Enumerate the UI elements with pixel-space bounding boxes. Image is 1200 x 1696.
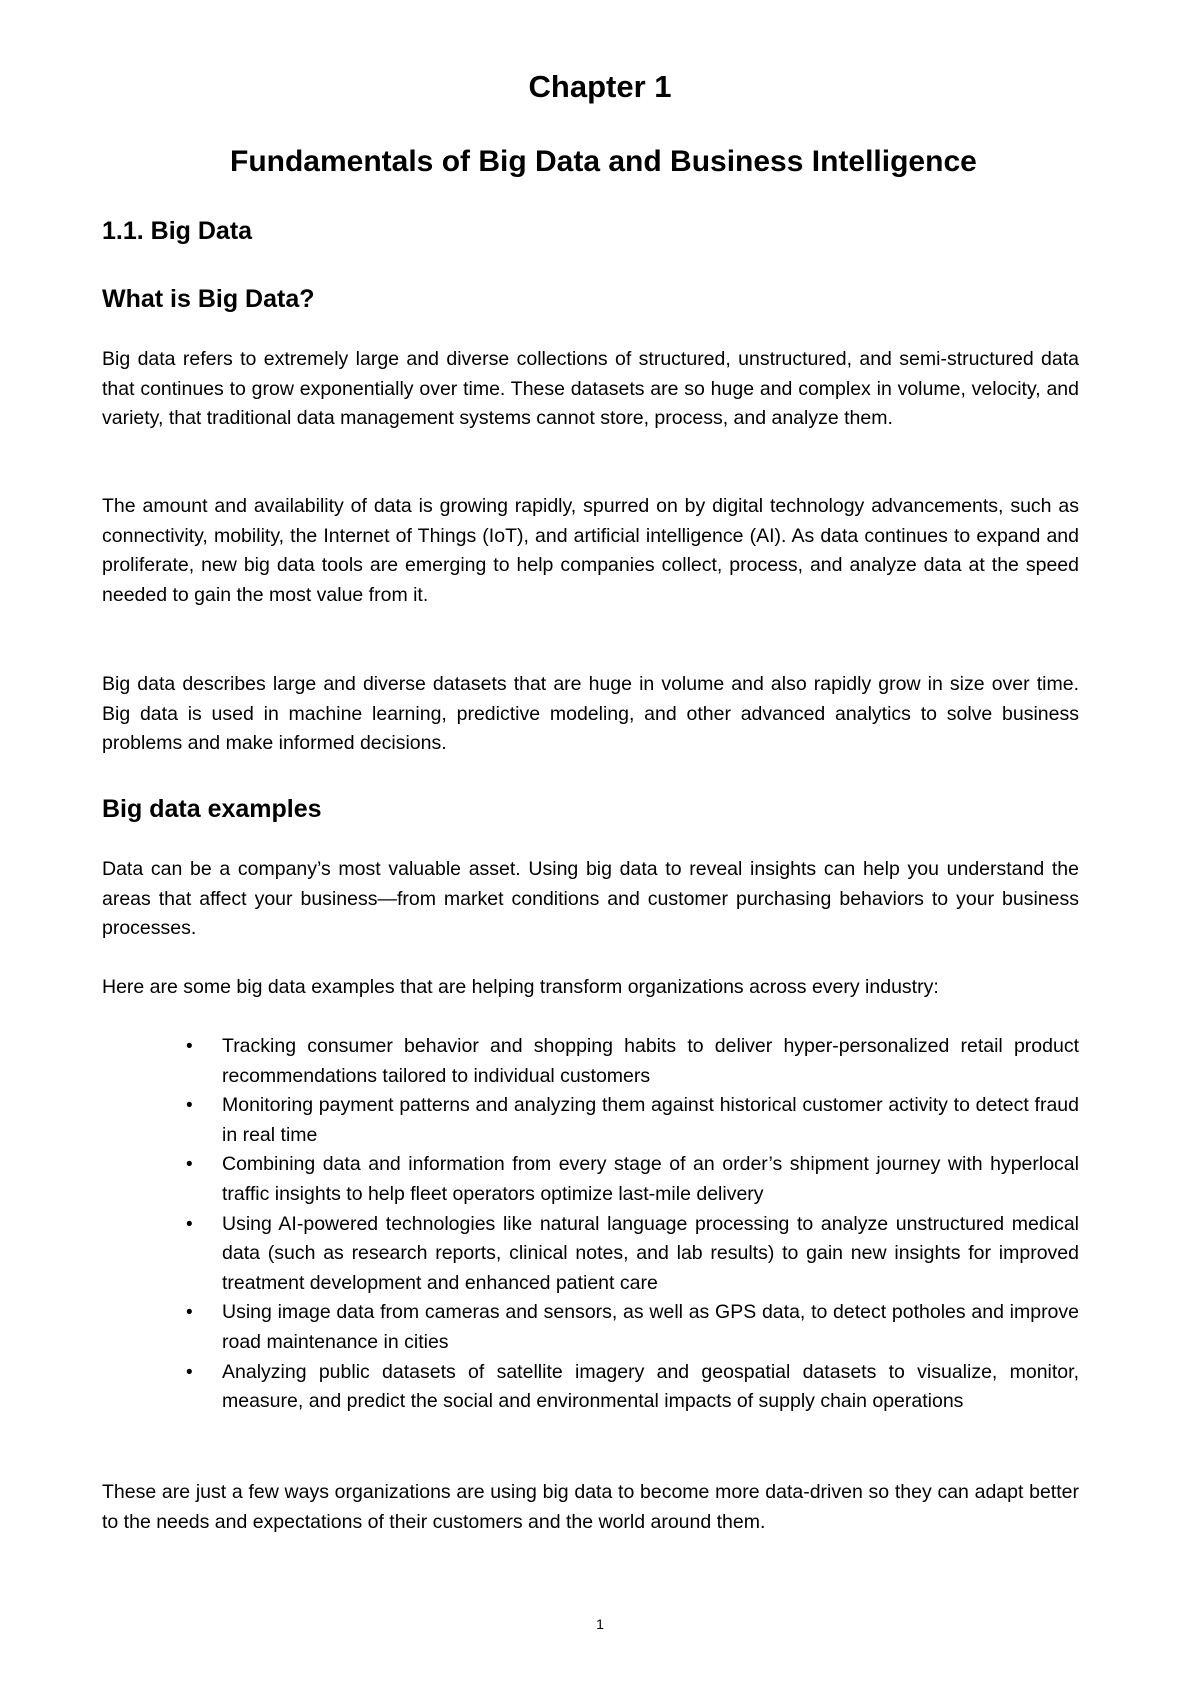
list-item [186,1032,1079,1091]
paragraph-closing: These are just a few ways organizations are using big data to become more data-driven so they can adapt better to the needs and expectations of their customers and the world around them. [102,1481,1079,1533]
bullet-icon: • [186,1036,193,1057]
paragraph-definition: Big data refers to extremely large and diverse collections of structured, unstructured, and semi-structured data that continues to grow exponentially over time. These datasets are so huge and complex in volume, velocity, and variety, that traditional data management systems cannot store, process, and analyze them. [102,348,1079,430]
list-item [186,1091,1079,1150]
subheading-what-is-big-data: What is Big Data? [102,285,315,313]
paragraph-description: Big data describes large and diverse datasets that are huge in volume and also rapidly grow in size over time. Big data is used in machine learning, predictive modeling, and other advanced analytics to solve business problems and make informed decisions. [102,673,1079,755]
paragraph-growth: The amount and availability of data is growing rapidly, spurred on by digital technology advancements, such as connectivity, mobility, the Internet of Things (IoT), and artificial intelligence (AI). As data continues to expand and proliferate, new big data tools are emerging to help companies collect, process, and analyze data at the speed needed to gain the most value from it. [102,495,1079,606]
bullet-icon: • [186,1154,193,1176]
list-item [186,1298,1079,1357]
list-item-text: Using AI-powered technologies like natural language processing to analyze unstructured medical data (such as research reports, clinical notes, and lab results) to gain new insights for improved treatment development and enhanced patient care [222,1212,1079,1294]
list-item-text: Monitoring payment patterns and analyzing them against historical customer activity to detect fraud in real time [222,1094,1079,1146]
list-item-text: Analyzing public datasets of satellite imagery and geospatial datasets to visualize, monitor, measure, and predict the social and environmental impacts of supply chain operations [222,1360,1079,1413]
list-item [186,1210,1079,1299]
paragraph-examples-intro: Here are some big data examples that are helping transform organizations across every industry: [102,976,939,998]
bullet-icon: • [186,1213,193,1235]
bullet-icon: • [186,1302,193,1324]
section-heading: 1.1. Big Data [102,217,253,245]
subheading-big-data-examples: Big data examples [102,795,322,823]
list-item-text: Using image data from cameras and sensors, as well as GPS data, to detect potholes and improve road maintenance in cities [222,1301,1079,1353]
bullet-icon: • [186,1361,193,1383]
list-item-text: Tracking consumer behavior and shopping habits to deliver hyper-personalized retail product recommendations tailored to individual customers [222,1035,1079,1087]
examples-list [186,1032,1079,1417]
paragraph-valuable-asset: Data can be a company’s most valuable asset. Using big data to reveal insights can help you understand the areas that affect your business—from market conditions and customer purchasing behaviors to your business processes. [102,858,1079,940]
chapter-heading: Chapter 1 [528,69,672,104]
bullet-icon: • [186,1095,193,1117]
list-item-text: Combining data and information from every stage of an order’s shipment journey with hyperlocal traffic insights to help fleet operators optimize last-mile delivery [222,1153,1079,1205]
list-item [186,1358,1079,1417]
list-item [186,1150,1079,1209]
page-number: 1 [596,1616,604,1632]
chapter-title: Fundamentals of Big Data and Business Intelligence [230,145,977,178]
